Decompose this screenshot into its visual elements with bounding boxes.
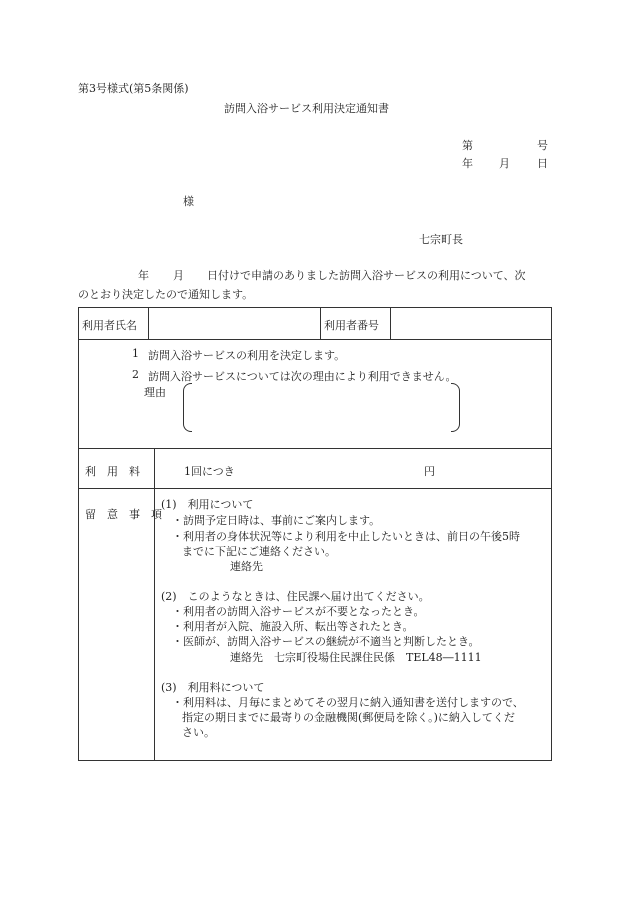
reason-field[interactable] xyxy=(194,386,449,428)
notes-s1-bullet-2-line-2: までに下記にご連絡ください。 xyxy=(182,545,336,558)
notes-s1-bullet-1: ・訪問予定日時は、事前にご案内します。 xyxy=(172,514,381,527)
doc-number-prefix: 第 xyxy=(462,139,473,152)
notes-s3-title: (3) 利用料について xyxy=(161,681,265,694)
decision-1-text: 訪問入浴サービスの利用を決定します。 xyxy=(148,349,346,362)
notes-label: 留 意 事 項 xyxy=(85,508,162,521)
document-title: 訪問入浴サービス利用決定通知書 xyxy=(224,102,389,115)
reason-label: 理由 xyxy=(144,386,166,399)
notes-s2-contact: 連絡先 七宗町役場住民課住民係 TEL48―1111 xyxy=(230,651,482,664)
decision-2-number: 2 xyxy=(132,368,139,381)
reason-bracket-left xyxy=(183,383,192,432)
notes-s2-bullet-2: ・利用者が入院、施設入所、転出等されたとき。 xyxy=(172,620,414,633)
fee-label: 利 用 料 xyxy=(85,465,140,478)
intro-month: 月 xyxy=(173,269,184,282)
notes-s3-bullet-1-line-1: ・利用料は、月毎にまとめてその翌月に納入通知書を送付しますので、 xyxy=(172,696,524,709)
date-month: 月 xyxy=(499,157,510,170)
notes-s2-title: (2) このようなときは、住民課へ届け出てください。 xyxy=(161,590,430,603)
decision-1-number: 1 xyxy=(132,347,139,360)
user-name-label: 利用者氏名 xyxy=(82,319,137,332)
user-number-field[interactable] xyxy=(392,310,549,338)
notes-s1-bullet-2-line-1: ・利用者の身体状況等により利用を中止したいときは、前日の午後5時 xyxy=(172,530,520,543)
date-year: 年 xyxy=(462,157,473,170)
issuer: 七宗町長 xyxy=(419,233,463,246)
intro-line-2: のとおり決定したので通知します。 xyxy=(78,288,254,301)
notes-s1-title: (1) 利用について xyxy=(161,498,254,511)
date-day: 日 xyxy=(537,157,548,170)
doc-number-suffix: 号 xyxy=(537,139,548,152)
user-number-label: 利用者番号 xyxy=(324,319,379,332)
decision-2-text: 訪問入浴サービスについては次の理由により利用できません。 xyxy=(148,370,457,383)
notes-s2-bullet-1: ・利用者の訪問入浴サービスが不要となったとき。 xyxy=(172,605,425,618)
intro-line-1: 日付けで申請のありました訪問入浴サービスの利用について、次 xyxy=(207,269,526,282)
addressee-suffix: 様 xyxy=(183,195,194,208)
reason-bracket-right xyxy=(451,383,460,432)
fee-per-visit: 1回につき xyxy=(184,465,235,478)
notes-s1-contact: 連絡先 xyxy=(230,560,263,573)
user-name-field[interactable] xyxy=(150,310,318,338)
intro-year: 年 xyxy=(138,269,149,282)
form-number: 第3号様式(第5条関係) xyxy=(78,82,189,95)
notes-s3-bullet-1-line-3: さい。 xyxy=(182,726,215,739)
fee-unit: 円 xyxy=(424,465,435,478)
notes-s3-bullet-1-line-2: 指定の期日までに最寄りの金融機関(郵便局を除く。)に納入してくだ xyxy=(182,711,515,724)
notes-s2-bullet-3: ・医師が、訪問入浴サービスの継続が不適当と判断したとき。 xyxy=(172,635,480,648)
